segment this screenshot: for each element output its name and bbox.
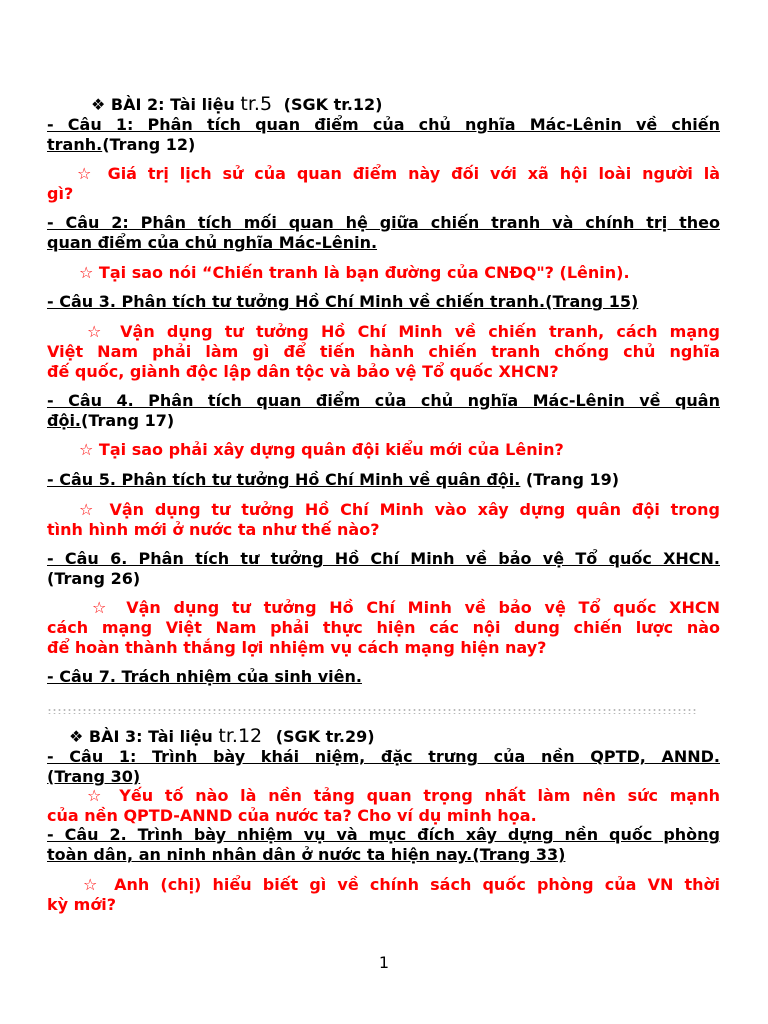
bai2-heading (47, 94, 720, 115)
star-icon: ☆ (83, 875, 103, 894)
bai2-q4 (47, 391, 720, 431)
bai2-s2 (47, 263, 720, 283)
bai2-q2 (47, 213, 720, 253)
bai2-s1 (47, 164, 720, 204)
bai2-q2-line1: - Câu 2: Phân tích mối quan hệ giữa chiến tranh và chính trị theo (47, 213, 720, 232)
bai3-q1 (47, 747, 720, 787)
bai2-s3-line3: đế quốc, giành độc lập dân tộc và bảo vệ Tổ quốc XHCN? (47, 362, 559, 381)
bai2-q1-line1: - Câu 1: Phân tích quan điểm của chủ nghĩa Mác-Lênin về chiến (47, 115, 720, 134)
bai2-q1-cont: tranh. (47, 135, 103, 154)
bai2-q4-cont: đội. (47, 411, 82, 430)
bai2-q7-main: - Câu 7. Trách nhiệm của sinh viên. (47, 667, 362, 686)
bai2-s6-line2: cách mạng Việt Nam phải thực hiện các nội dung chiến lược nào (47, 618, 720, 637)
bai2-s5-line1: Vận dụng tư tưởng Hồ Chí Minh vào xây dựng quân đội trong (109, 500, 721, 519)
star-icon: ☆ (87, 786, 108, 805)
bai2-s2-text: Tại sao nói “Chiến tranh là bạn đường của CNĐQ"? (Lênin). (98, 263, 630, 282)
bai2-q3-page: (Trang 15) (545, 292, 639, 311)
bai3-s2-line1: Anh (chị) hiểu biết gì về chính sách quốc phòng của VN thời (114, 875, 721, 894)
bai2-s1-line1: Giá trị lịch sử của quan điểm này đối với xã hội loài người là (107, 164, 721, 183)
star-icon: ☆ (79, 440, 94, 459)
bai3-q1-page: (Trang 30) (47, 767, 141, 786)
bai2-q1 (47, 115, 720, 155)
bai2-q1-page: (Trang 12) (102, 135, 196, 154)
bai3-sgk: (SGK tr.29) (275, 727, 375, 746)
bai2-s5-line2: tình hình mới ở nước ta như thế nào? (47, 520, 380, 539)
bai2-q5-main: - Câu 5. Phân tích tư tưởng Hồ Chí Minh về quân đội. (47, 470, 521, 489)
bai2-q3 (47, 292, 720, 312)
bai3-q2-line1: - Câu 2. Trình bày nhiệm vụ và mục đích xây dựng nền quốc phòng (47, 825, 720, 844)
bai3-tr: tr.12 (218, 725, 263, 747)
bai2-s6-line1: Vận dụng tư tưởng Hồ Chí Minh về bảo vệ Tổ quốc XHCN (126, 598, 721, 617)
bai2-s4 (47, 440, 720, 460)
diamond-bullet-icon: ❖ (69, 727, 84, 746)
bai2-s5 (47, 500, 720, 540)
bai2-s1-line2: gì? (47, 184, 74, 203)
bai3-s1-line2: của nền QPTD-ANND của nước ta? Cho ví dụ minh họa. (47, 806, 537, 825)
star-icon: ☆ (92, 598, 114, 617)
star-icon: ☆ (87, 322, 108, 341)
bai2-s6 (47, 598, 720, 658)
bai2-tr: tr.5 (240, 93, 273, 115)
bai3-s2 (47, 875, 720, 915)
bai3-heading (47, 726, 720, 747)
section-divider (47, 708, 697, 714)
bai2-s4-text: Tại sao phải xây dựng quân đội kiểu mới của Lênin? (98, 440, 564, 459)
bai2-s3-line2: Việt Nam phải làm gì để tiến hành chiến tranh chống chủ nghĩa (47, 342, 720, 361)
star-icon: ☆ (79, 500, 99, 519)
bai2-s3-line1: Vận dụng tư tưởng Hồ Chí Minh về chiến tranh, cách mạng (120, 322, 720, 341)
bai2-s3 (47, 322, 720, 382)
star-icon: ☆ (77, 164, 97, 183)
bai2-q6-line1: - Câu 6. Phân tích tư tưởng Hồ Chí Minh về bảo vệ Tổ quốc XHCN. (47, 549, 720, 568)
bai2-q4-page: (Trang 17) (81, 411, 175, 430)
bai2-q6-page: (Trang 26) (47, 569, 141, 588)
bai2-sgk: (SGK tr.12) (283, 95, 383, 114)
bai2-s6-line3: để hoàn thành thắng lợi nhiệm vụ cách mạng hiện nay? (47, 638, 547, 657)
bai2-label: BÀI 2: Tài liệu (110, 95, 235, 114)
bai2-q4-line1: - Câu 4. Phân tích quan điểm của chủ nghĩa Mác-Lênin về quân (47, 391, 720, 410)
bai3-q2-line2: toàn dân, an ninh nhân dân ở nước ta hiện nay.(Trang 33) (47, 845, 566, 864)
page-number: 1 (378, 953, 390, 972)
bai3-label: BÀI 3: Tài liệu (88, 727, 213, 746)
bai3-q2 (47, 825, 720, 865)
bai2-q7 (47, 667, 720, 687)
bai2-q2-line2: quan điểm của chủ nghĩa Mác-Lênin. (47, 233, 378, 252)
bai3-q1-line1: - Câu 1: Trình bày khái niệm, đặc trưng của nền QPTD, ANND. (47, 747, 720, 766)
bai2-q5-page: (Trang 19) (520, 470, 620, 489)
bai3-s1 (47, 786, 720, 826)
star-icon: ☆ (79, 263, 94, 282)
bai2-q3-main: - Câu 3. Phân tích tư tưởng Hồ Chí Minh về chiến tranh. (47, 292, 546, 311)
bai2-q6 (47, 549, 720, 589)
diamond-bullet-icon: ❖ (91, 95, 106, 114)
bai2-q5 (47, 470, 720, 490)
bai3-s1-line1: Yếu tố nào là nền tảng quan trọng nhất làm nên sức mạnh (119, 786, 720, 805)
bai3-s2-line2: kỳ mới? (47, 895, 117, 914)
